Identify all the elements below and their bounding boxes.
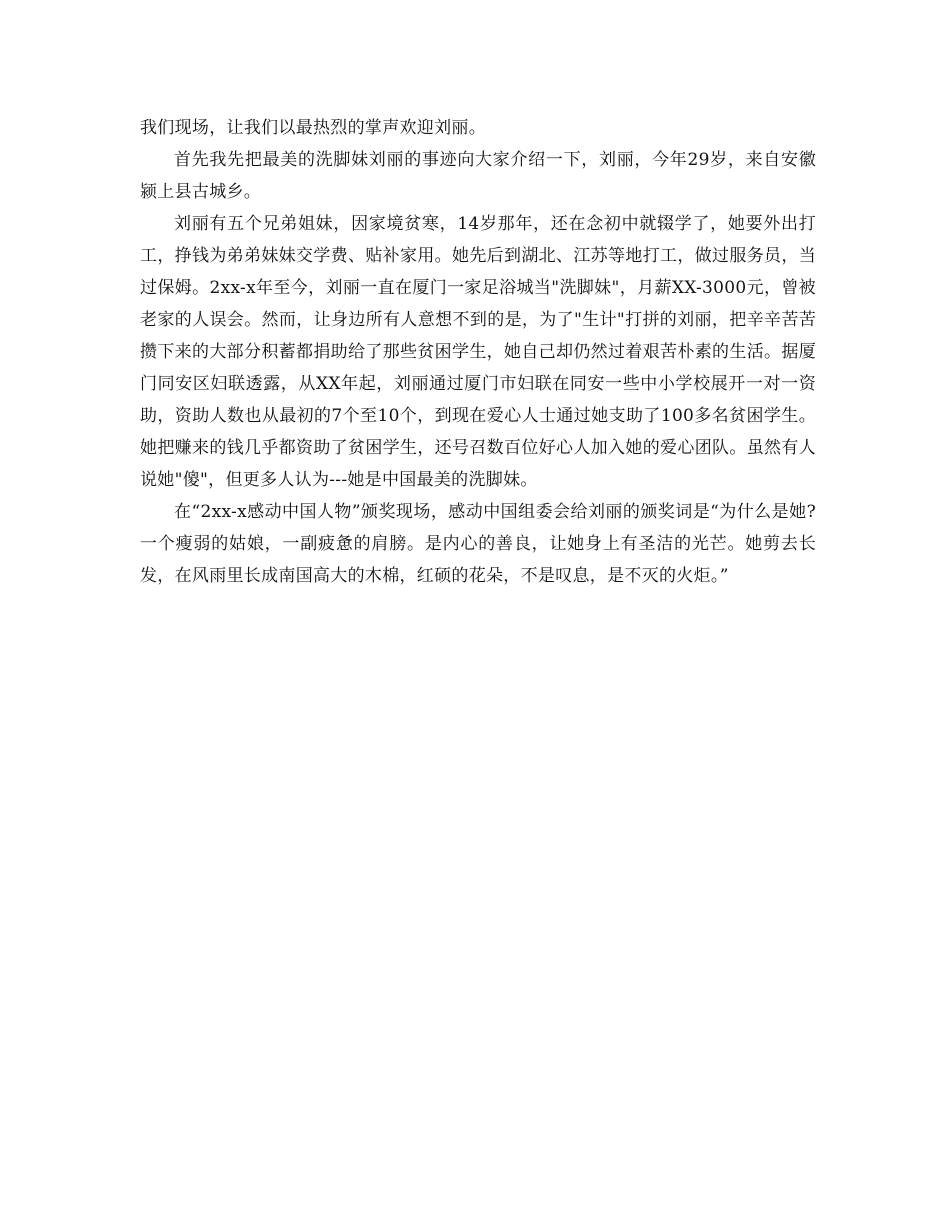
- paragraph-story: 刘丽有五个兄弟姐妹，因家境贫寒，14岁那年，还在念初中就辍学了，她要外出打工，挣钱为弟弟妹妹交学费、贴补家用。她先后到湖北、江苏等地打工，做过服务员，当过保姆。2xx-x年至今，刘丽一直在厦门一家足浴城当"洗脚妹"，月薪XX-3000元，曾被老家的人误会。然而，让身边所有人意想不到的是，为了"生计"打拼的刘丽，把辛辛苦苦攒下来的大部分积蓄都捐助给了那些贫困学生，她自己却仍然过着艰苦朴素的生活。据厦门同安区妇联透露，从XX年起，刘丽通过厦门市妇联在同安一些中小学校展开一对一资助，资助人数也从最初的7个至10个，到现在爱心人士通过她支助了100多名贫困学生。 她把赚来的钱几乎都资助了贫困学生，还号召数百位好心人加入她的爱心团队。虽然有人说她"傻"，但更多人认为---她是中国最美的洗脚妹。: [140, 214, 816, 490]
- paragraph-award-citation: 在“2xx-x感动中国人物”颁奖现场，感动中国组委会给刘丽的颁奖词是“为什么是她?一个瘦弱的姑娘，一副疲惫的肩膀。是内心的善良，让她身上有圣洁的光芒。她剪去长发，在风雨里长成南国高大的木棉，红硕的花朵，不是叹息，是不灭的火炬。”: [140, 502, 816, 586]
- paragraph-intro-closing: 我们现场，让我们以最热烈的掌声欢迎刘丽。: [140, 118, 486, 138]
- document-body: [140, 112, 816, 592]
- paragraph-introduction: 首先我先把最美的洗脚妹刘丽的事迹向大家介绍一下，刘丽，今年29岁，来自安徽颍上县古城乡。: [140, 150, 816, 202]
